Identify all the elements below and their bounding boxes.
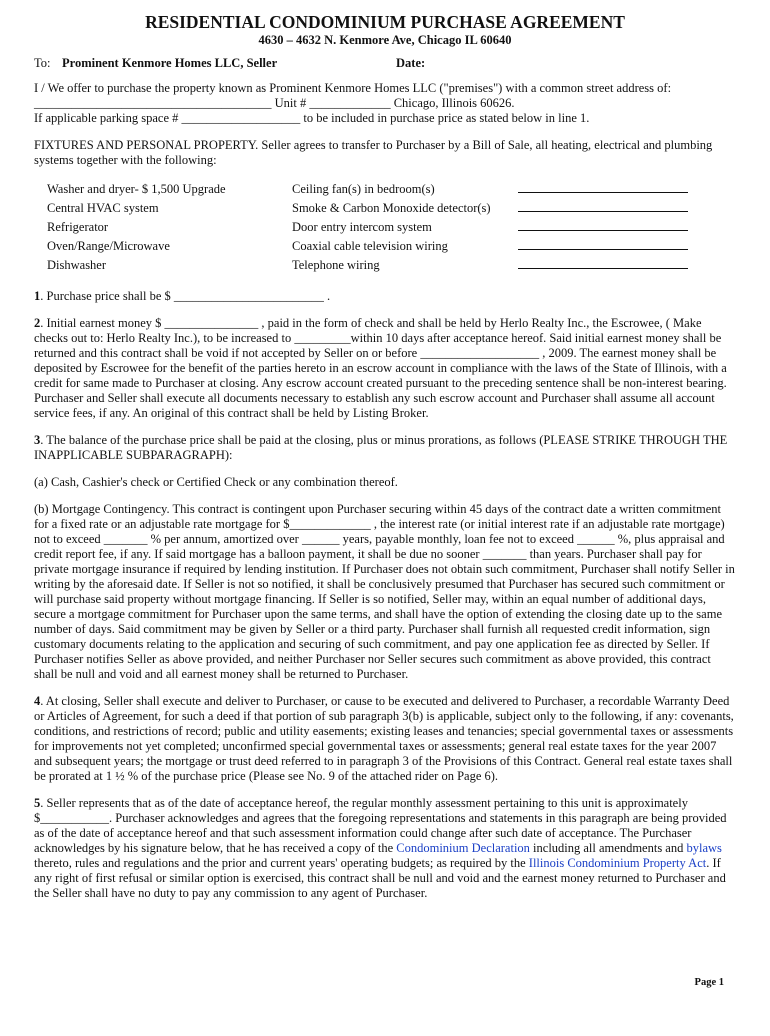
fixtures-column-1 xyxy=(47,180,292,275)
paragraph-text: . If any right of first refusal or similar option is exercised, this contract shall be null and void and the earnest money returned to Purchaser and the Seller shall have no duty to pay any commission to any agent of Purchaser. xyxy=(34,856,726,900)
page-title: RESIDENTIAL CONDOMINIUM PURCHASE AGREEMENT xyxy=(145,12,625,32)
offer-line-2: ______________________________________ Unit # _____________ Chicago, Illinois 60626. xyxy=(34,96,515,110)
paragraph-text: . Initial earnest money $ _______________ , paid in the form of check and shall be held by Herlo Realty Inc., the Escrowee, ( Make checks out to: Herlo Realty Inc.), to be increased to _________within 10 days after acceptance hereof. Said initial earnest money shall be returned and this contract shall be void if not accepted by Seller on or before ___________________ , 2009. The earnest money shall be deposited by Escrowee for the benefit of the parties hereto in an escrow account in compliance with the laws of the State of Illinois, with a credit for same made to Purchaser at closing. Any escrow account created pursuant to the preceding sentence shall be non-interest bearing. Purchaser and Seller shall execute all documents necessary to establish any such escrow account and Purchaser shall assume all account service fees, if any. An original of this contract shall be held by Listing Broker. xyxy=(34,316,727,420)
paragraph-1 xyxy=(34,289,736,304)
fixture-blank-line[interactable] xyxy=(518,200,688,212)
paragraph-text: including all amendments and xyxy=(529,841,687,855)
to-label: To: xyxy=(34,56,51,70)
paragraph-3 xyxy=(34,433,736,463)
paragraph-number: 3 xyxy=(34,433,41,447)
paragraph-number: 2 xyxy=(34,316,41,330)
subparagraph-3b: (b) Mortgage Contingency. This contract is contingent upon Purchaser securing within 45 days of the contract date a written commitment for a fixed rate or an adjustable rate mortgage for $_____________ , the interest rate (or initial interest rate if an adjustable rate mortgage) not to exceed _______ % per annum, amortized over ______ years, payable monthly, loan fee not to exceed ______ %, plus appraisal and credit report fee, if any. If said mortgage has a balloon payment, it shall be due no sooner _______ than years. Purchaser shall pay for private mortgage insurance if required by lending institution. If Purchaser does not obtain such commitment, Purchaser shall notify Seller in writing by the aforesaid date. If Seller is not so notified, it shall be conclusively presumed that Purchaser has secured such commitment or will purchase said property without mortgage financing. If Seller is so notified, Seller may, within an equal number of additional days, secure a mortgage commitment for Purchaser upon the same terms, and shall have the option of extending the closing date up to the same number of days. Said commitment may be given by Seller or a third party. Purchaser shall furnish all requested credit information, sign customary documents relating to the application and securing of such commitment, and pay one application fee as directed by Seller. If Purchaser notifies Seller as above provided, and neither Purchaser nor Seller secures such commitment as above provided, this contract shall be null and void and all earnest money shall be returned to Purchaser. xyxy=(34,502,735,681)
page-number: Page 1 xyxy=(694,977,724,988)
fixture-item: Smoke & Carbon Monoxide detector(s) xyxy=(292,201,491,215)
offer-section xyxy=(34,81,736,126)
paragraph-number: 1 xyxy=(34,289,41,303)
condominium-act-link[interactable]: Illinois Condominium Property Act xyxy=(528,856,707,870)
fixture-item: Ceiling fan(s) in bedroom(s) xyxy=(292,182,435,196)
fixture-item: Coaxial cable television wiring xyxy=(292,239,448,253)
paragraph-text: . Purchase price shall be $ ________________________ . xyxy=(40,289,331,303)
fixture-blank-line[interactable] xyxy=(518,257,688,269)
fixture-item: Oven/Range/Microwave xyxy=(47,239,170,253)
fixture-item: Refrigerator xyxy=(47,220,109,234)
fixture-item: Dishwasher xyxy=(47,258,107,272)
bylaws-link[interactable]: bylaws xyxy=(686,841,722,855)
document-page xyxy=(0,12,770,1036)
fixture-blank-line[interactable] xyxy=(518,219,688,231)
subparagraph-3a: (a) Cash, Cashier's check or Certified Check or any combination thereof. xyxy=(34,475,398,489)
seller-name: Prominent Kenmore Homes LLC, Seller xyxy=(62,56,278,70)
fixture-item: Telephone wiring xyxy=(292,258,380,272)
property-address: 4630 – 4632 N. Kenmore Ave, Chicago IL 60640 xyxy=(258,33,512,47)
offer-line-1: I / We offer to purchase the property known as Prominent Kenmore Homes LLC ("premises") with a common street address of: xyxy=(34,81,672,95)
paragraph-text: . Seller represents that as of the date of acceptance hereof, the regular monthly assessment pertaining to this unit is approximately $___________. Purchaser acknowledges and agrees that the foregoing representations and statements in this paragraph are being provided as of the date of acceptance hereof and that such assessment information could change after such date of acceptance. The Purchaser acknowledges by his signature below, that he has received a copy of the xyxy=(34,796,727,855)
to-line xyxy=(34,56,736,71)
paragraph-text: thereto, rules and regulations and the prior and current years' operating budgets; as required by the xyxy=(34,856,529,870)
offer-line-3: If applicable parking space # ___________________ to be included in purchase price as stated below in line 1. xyxy=(34,111,590,125)
paragraph-text: . At closing, Seller shall execute and deliver to Purchaser, or cause to be executed and delivered to Purchaser, a recordable Warranty Deed or Articles of Agreement, for such a deed if that portion of sub paragraph 3(b) is applicable, subject only to the following, if any: covenants, conditions, and restrictions of record; public and utility easements; existing leases and tenancies; special governmental taxes or assessments for improvements not yet completed; unconfirmed special governmental taxes or assessments; general real estate taxes for the year 2007 and subsequent years; the mortgage or trust deed referred to in paragraph 3 of the Provisions of this Contract. General real estate taxes shall be prorated at 1 ½ % of the purchase price (Please see No. 9 of the attached rider on Page 6). xyxy=(34,694,734,783)
fixture-blank-line[interactable] xyxy=(518,238,688,250)
paragraph-4 xyxy=(34,694,736,784)
date-label: Date: xyxy=(396,56,426,70)
fixture-blank-line[interactable] xyxy=(518,181,688,193)
fixtures-paragraph: FIXTURES AND PERSONAL PROPERTY. Seller agrees to transfer to Purchaser by a Bill of Sale, all heating, electrical and plumbing systems together with the following: xyxy=(34,138,713,167)
fixtures-list xyxy=(34,180,736,275)
paragraph-text: . The balance of the purchase price shall be paid at the closing, plus or minus prorations, as follows (PLEASE STRIKE THROUGH THE INAPPLICABLE SUBPARAGRAPH): xyxy=(34,433,728,462)
paragraph-number: 5 xyxy=(34,796,41,810)
paragraph-5 xyxy=(34,796,736,901)
fixture-item: Washer and dryer- $ 1,500 Upgrade xyxy=(47,182,226,196)
fixture-item: Door entry intercom system xyxy=(292,220,432,234)
paragraph-2 xyxy=(34,316,736,421)
fixtures-column-2 xyxy=(292,180,518,275)
paragraph-number: 4 xyxy=(34,694,41,708)
fixture-item: Central HVAC system xyxy=(47,201,159,215)
fixtures-blank-column xyxy=(518,180,694,275)
condominium-declaration-link[interactable]: Condominium Declaration xyxy=(396,841,530,855)
